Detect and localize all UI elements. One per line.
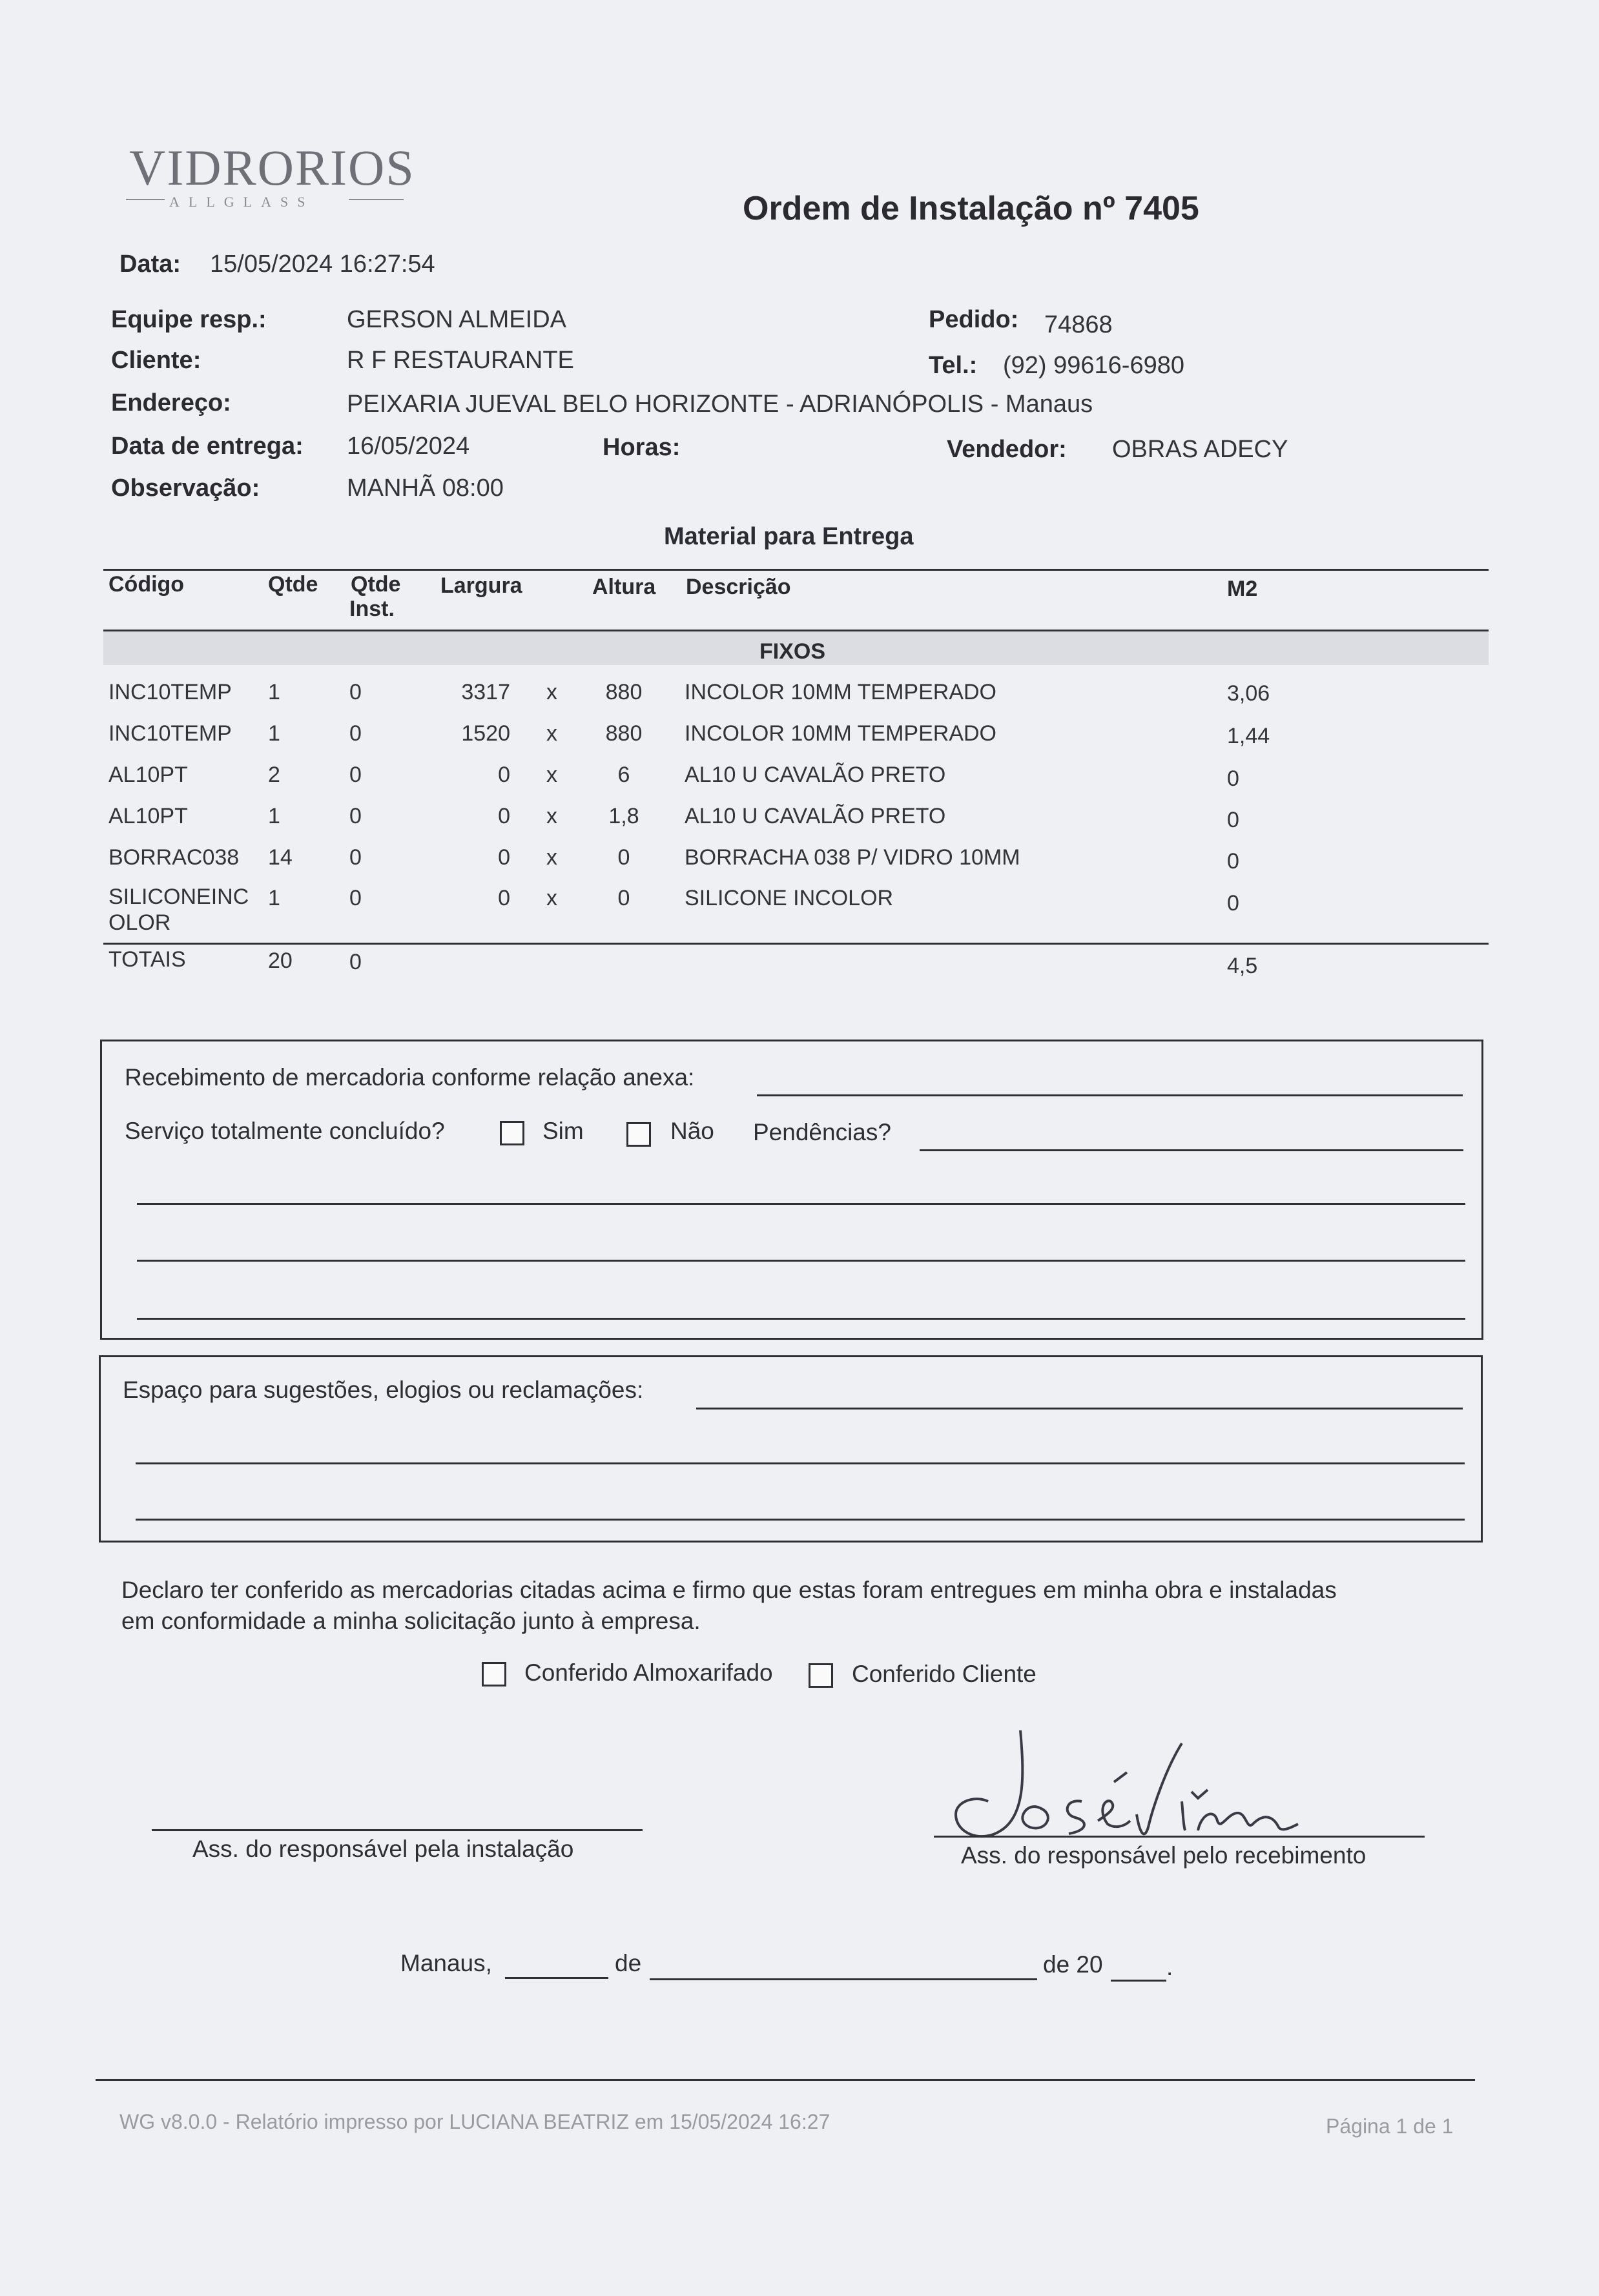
cell-largura: 0 — [498, 804, 510, 828]
suggestions-line — [696, 1408, 1463, 1409]
cell-codigo: BORRAC038 — [108, 845, 240, 870]
cell-largura: 3317 — [461, 680, 510, 704]
cell-codigo: INC10TEMP — [108, 680, 232, 704]
cell-x: x — [546, 721, 557, 746]
endereco-value: PEIXARIA JUEVAL BELO HORIZONTE - ADRIANÓPOLIS - Manaus — [347, 391, 1093, 418]
cell-x: x — [546, 845, 557, 870]
conferido-cliente-label: Conferido Cliente — [852, 1661, 1037, 1687]
cell-largura: 0 — [498, 886, 510, 910]
day-line — [505, 1977, 608, 1979]
cell-altura: 880 — [605, 721, 643, 746]
pendencias-line — [920, 1149, 1463, 1151]
cell-inst: 0 — [349, 886, 362, 910]
installer-signature-line — [152, 1829, 643, 1831]
cell-altura: 0 — [617, 886, 630, 910]
cell-inst: 0 — [349, 680, 362, 704]
cell-m2: 3,06 — [1227, 681, 1270, 706]
cell-qtde: 1 — [268, 886, 280, 910]
obs-label: Observação: — [111, 475, 260, 502]
sim-label: Sim — [542, 1118, 584, 1144]
cell-altura: 6 — [617, 763, 630, 787]
cell-qtde: 1 — [268, 721, 280, 746]
cliente-value: R F RESTAURANTE — [347, 347, 574, 374]
footer-left: WG v8.0.0 - Relatório impresso por LUCIANA BEATRIZ em 15/05/2024 16:27 — [119, 2110, 830, 2133]
vendedor-value: OBRAS ADECY — [1112, 436, 1288, 463]
cell-descricao: SILICONE INCOLOR — [685, 886, 894, 910]
year-line — [1111, 1980, 1166, 1982]
cell-codigo: INC10TEMP — [108, 721, 232, 746]
cell-qtde: 2 — [268, 763, 280, 787]
group-fixos: FIXOS — [759, 639, 826, 664]
handwritten-signature — [943, 1717, 1330, 1860]
totals-inst: 0 — [349, 950, 362, 974]
data-value: 15/05/2024 16:27:54 — [210, 251, 435, 278]
installer-signature-label: Ass. do responsável pela instalação — [192, 1836, 574, 1862]
de-label-2: de 20 — [1043, 1951, 1103, 1978]
declaration-line2: em conformidade a minha solicitação junto à empresa. — [121, 1608, 701, 1634]
cell-qtde: 1 — [268, 680, 280, 704]
material-heading: Material para Entrega — [664, 523, 914, 550]
month-line — [650, 1978, 1037, 1980]
receipt-blank-line — [137, 1318, 1465, 1320]
logo-underline — [126, 199, 165, 200]
endereco-label: Endereço: — [111, 389, 231, 416]
data-label: Data: — [119, 251, 181, 278]
recipient-signature-label: Ass. do responsável pelo recebimento — [961, 1842, 1367, 1869]
declaration-line1: Declaro ter conferido as mercadorias citadas acima e firmo que estas foram entregues em minha obra e instaladas — [121, 1577, 1337, 1603]
cell-qtde: 1 — [268, 804, 280, 828]
obs-value: MANHÃ 08:00 — [347, 475, 504, 502]
cell-m2: 0 — [1227, 891, 1239, 916]
tel-value: (92) 99616-6980 — [1003, 352, 1184, 379]
receipt-line — [757, 1094, 1463, 1096]
cell-altura: 1,8 — [608, 804, 639, 828]
logo-underline-right — [349, 199, 404, 200]
cell-m2: 1,44 — [1227, 724, 1270, 748]
horas-label: Horas: — [603, 434, 681, 461]
entrega-value: 16/05/2024 — [347, 433, 470, 460]
page-title: Ordem de Instalação nº 7405 — [743, 190, 1199, 227]
city-label: Manaus, — [400, 1950, 492, 1976]
conferido-almoxarifado-checkbox[interactable] — [482, 1662, 506, 1686]
logo-tagline: ALLGLASS — [169, 194, 315, 210]
cell-x: x — [546, 804, 557, 828]
col-altura: Altura — [592, 575, 656, 599]
cell-descricao: AL10 U CAVALÃO PRETO — [685, 763, 946, 787]
cell-m2: 0 — [1227, 849, 1239, 874]
pedido-value: 74868 — [1044, 311, 1113, 338]
col-m2: M2 — [1227, 577, 1258, 601]
cell-inst: 0 — [349, 845, 362, 870]
cell-descricao: INCOLOR 10MM TEMPERADO — [685, 721, 997, 746]
cell-x: x — [546, 886, 557, 910]
cell-inst: 0 — [349, 721, 362, 746]
col-qtde-inst-2: Inst. — [349, 597, 395, 621]
totals-rule — [103, 943, 1489, 945]
cell-codigo-cont: OLOR — [108, 910, 171, 935]
conferido-cliente-checkbox[interactable] — [809, 1663, 833, 1688]
col-codigo: Código — [108, 572, 185, 597]
de-label-1: de — [615, 1950, 642, 1976]
cell-altura: 880 — [605, 680, 643, 704]
cell-descricao: AL10 U CAVALÃO PRETO — [685, 804, 946, 828]
col-descricao: Descrição — [686, 575, 791, 599]
company-logo — [129, 139, 415, 197]
receipt-blank-line — [137, 1203, 1465, 1205]
cell-altura: 0 — [617, 845, 630, 870]
cell-largura: 0 — [498, 763, 510, 787]
suggestions-blank-line — [136, 1519, 1465, 1521]
equipe-value: GERSON ALMEIDA — [347, 306, 566, 333]
nao-checkbox[interactable] — [626, 1122, 651, 1147]
footer-rule — [96, 2079, 1475, 2081]
cell-inst: 0 — [349, 763, 362, 787]
footer-page: Página 1 de 1 — [1326, 2115, 1454, 2138]
sim-checkbox[interactable] — [500, 1121, 524, 1145]
tel-label: Tel.: — [929, 352, 978, 379]
equipe-label: Equipe resp.: — [111, 306, 267, 333]
recipient-signature-line — [934, 1836, 1425, 1838]
col-qtde: Qtde — [268, 572, 318, 597]
entrega-label: Data de entrega: — [111, 433, 304, 460]
cell-m2: 0 — [1227, 766, 1239, 791]
cell-largura: 0 — [498, 845, 510, 870]
cell-x: x — [546, 680, 557, 704]
cell-m2: 0 — [1227, 808, 1239, 832]
totals-label: TOTAIS — [108, 947, 186, 972]
col-largura: Largura — [440, 573, 522, 598]
totals-qtde: 20 — [268, 948, 293, 973]
receipt-blank-line — [137, 1260, 1465, 1262]
cell-descricao: INCOLOR 10MM TEMPERADO — [685, 680, 997, 704]
nao-label: Não — [670, 1118, 714, 1144]
col-qtde-inst-1: Qtde — [351, 572, 401, 597]
cell-codigo: AL10PT — [108, 804, 188, 828]
servico-label: Serviço totalmente concluído? — [125, 1118, 445, 1144]
cell-descricao: BORRACHA 038 P/ VIDRO 10MM — [685, 845, 1020, 870]
pedido-label: Pedido: — [929, 306, 1019, 333]
conferido-almoxarifado-label: Conferido Almoxarifado — [524, 1659, 773, 1686]
totals-m2: 4,5 — [1227, 954, 1258, 978]
signature-caption — [943, 1717, 946, 1718]
pendencias-label: Pendências? — [753, 1119, 891, 1145]
cell-x: x — [546, 763, 557, 787]
logo-name: VIDRORIOS — [129, 139, 415, 196]
receipt-label: Recebimento de mercadoria conforme relação anexa: — [125, 1064, 695, 1091]
cell-qtde: 14 — [268, 845, 293, 870]
suggestions-label: Espaço para sugestões, elogios ou reclamações: — [123, 1377, 644, 1403]
cliente-label: Cliente: — [111, 347, 201, 374]
vendedor-label: Vendedor: — [947, 436, 1067, 463]
cell-inst: 0 — [349, 804, 362, 828]
date-period: . — [1166, 1954, 1173, 1980]
table-top-rule — [103, 569, 1489, 571]
cell-codigo: AL10PT — [108, 763, 188, 787]
cell-largura: 1520 — [461, 721, 510, 746]
suggestions-blank-line — [136, 1462, 1465, 1464]
cell-codigo: SILICONEINC — [108, 885, 249, 909]
